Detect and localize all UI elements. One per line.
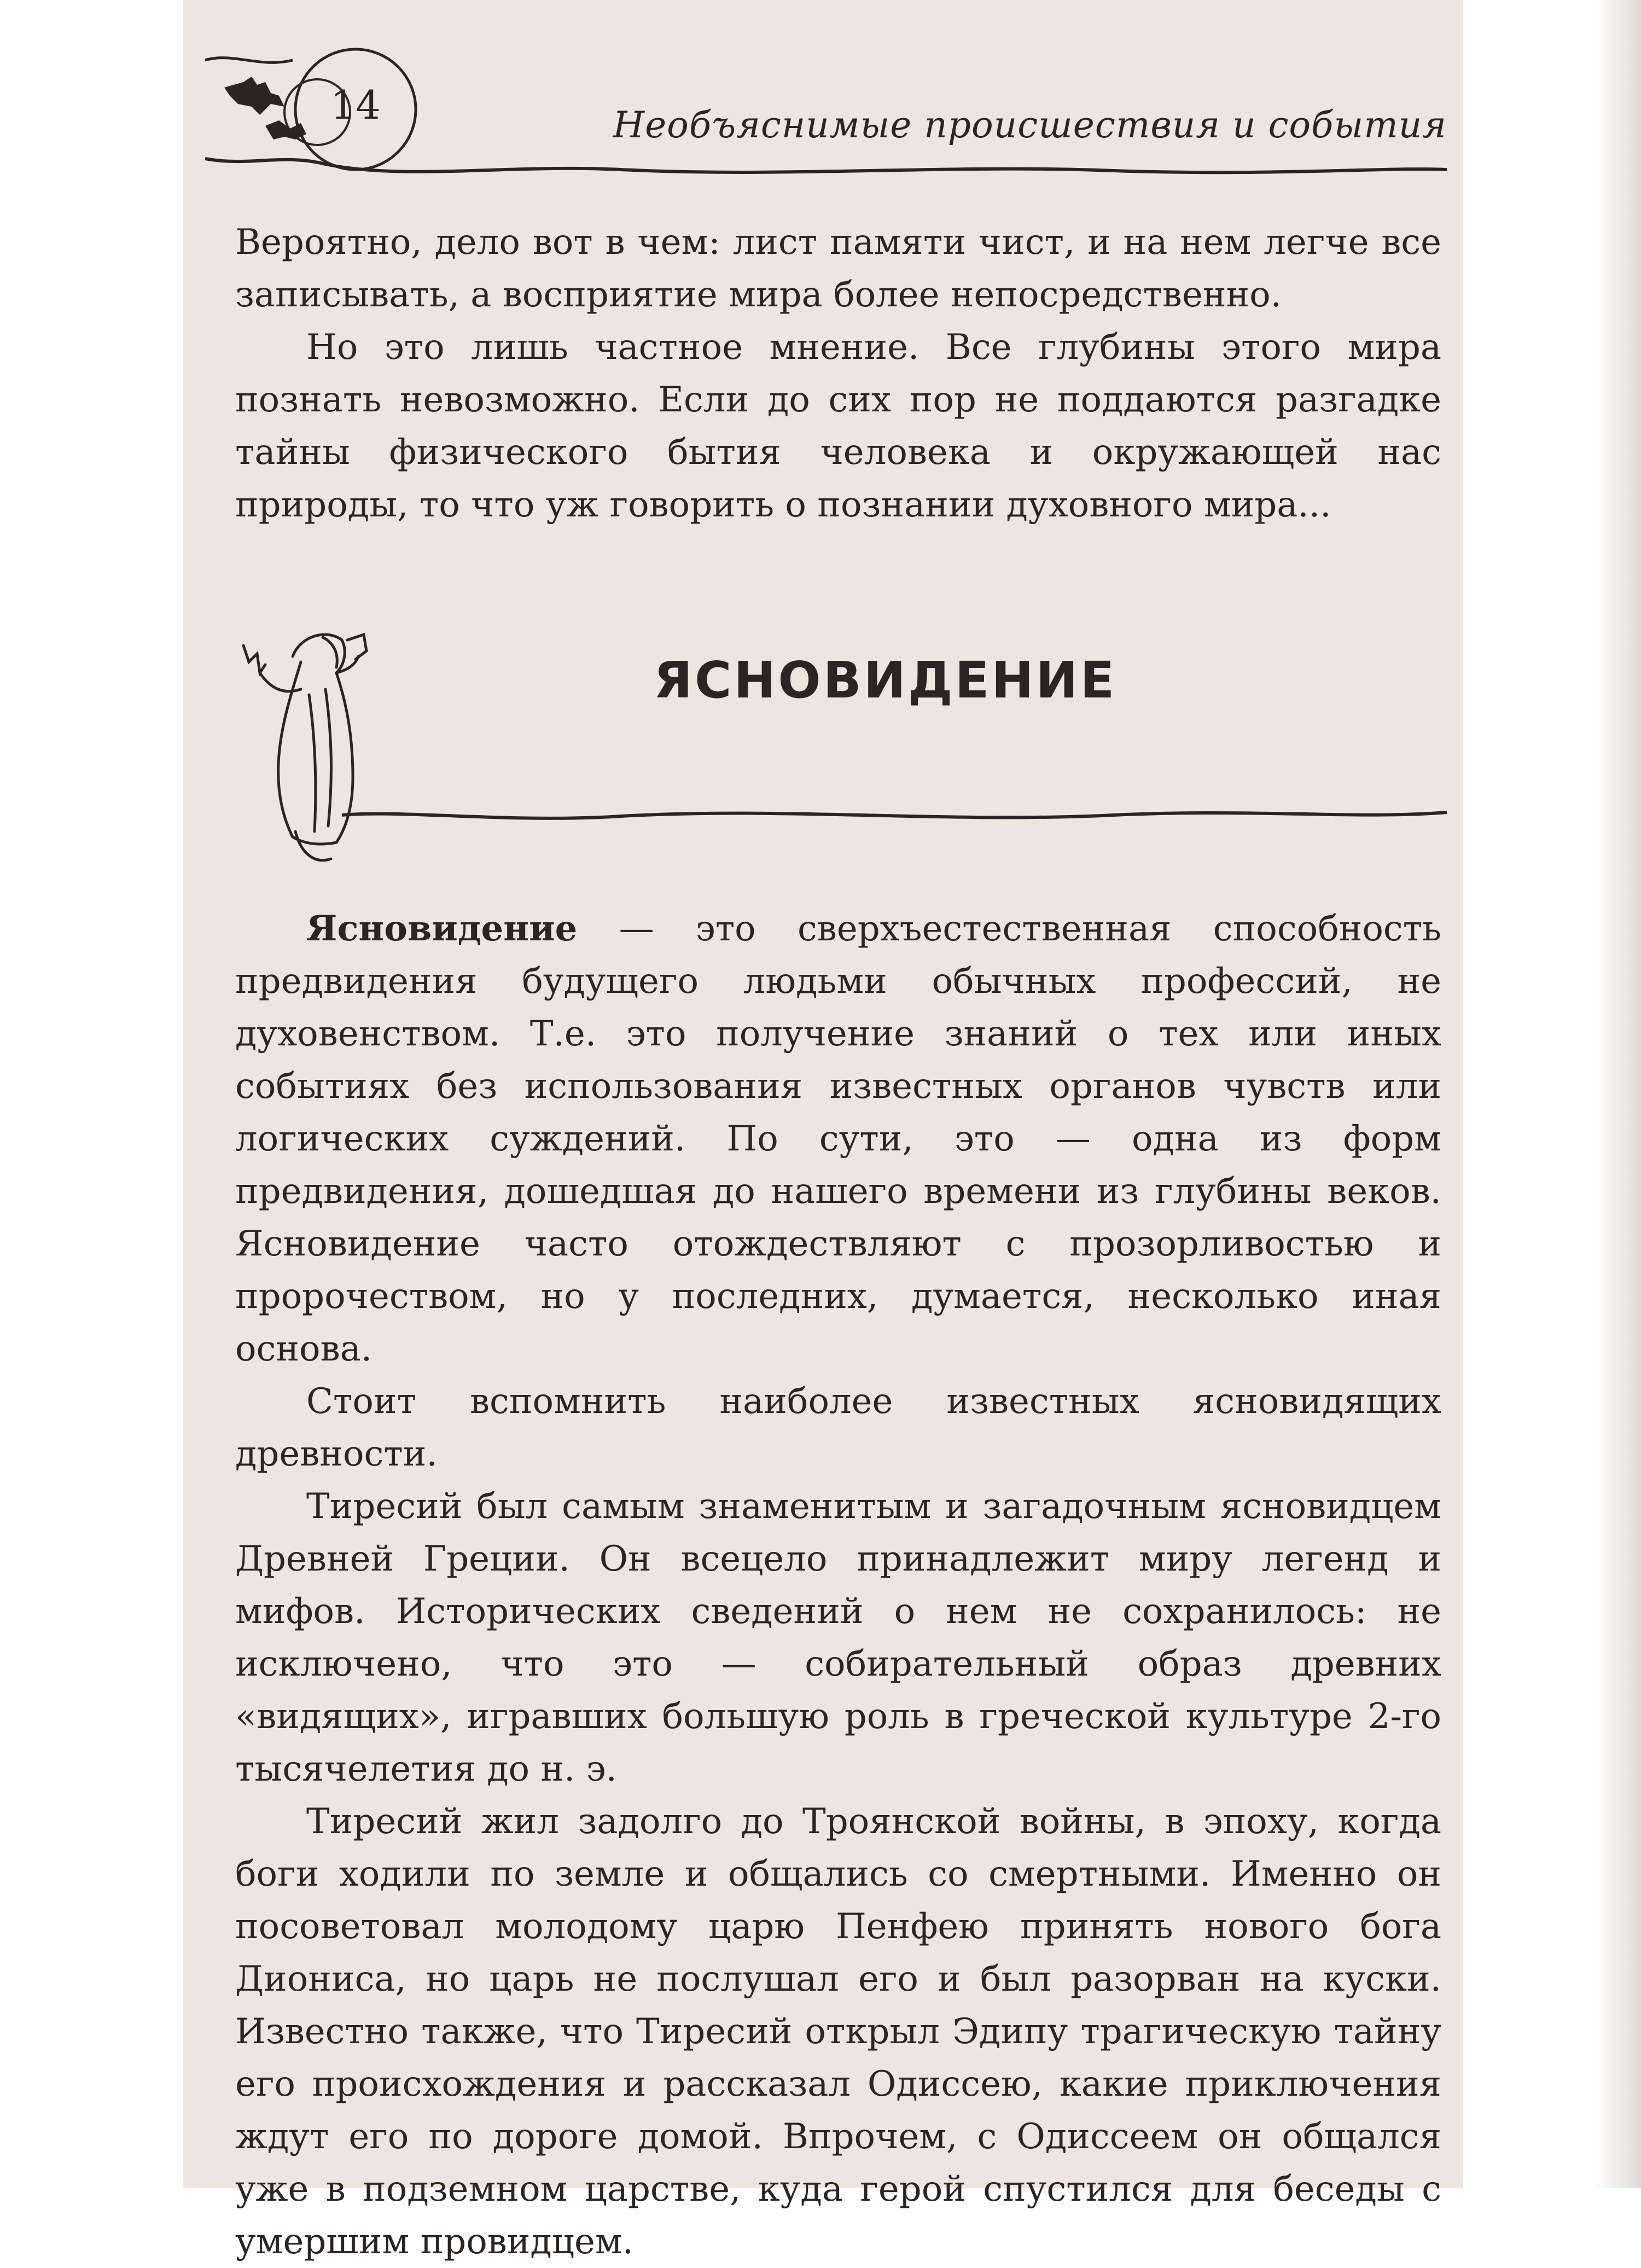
paragraph: Тиресий жил задолго до Троянской войны, в эпоху, когда боги ходили по земле и общались со смертными. Именно он посоветовал молодому царю Пенфею принять нового бога Диониса, но царь не послушал его и был разорван на куски. Известно также, что Тиресий открыл Эдипу трагическую тайну его происхождения и рассказал Одиссею, какие приключения ждут его по дороге домой. Впрочем, с Одиссеем он общался уже в подземном царстве, куда герой спустился для беседы с умершим провидцем. xyxy=(235,1801,1441,2262)
robed-figure-icon xyxy=(243,635,366,860)
wave-line-top xyxy=(205,58,293,63)
paragraph: Вероятно, дело вот в чем: лист памяти чист, и на нем легче все записывать, а восприятие мира более непосредственно. xyxy=(235,222,1441,315)
book-page xyxy=(183,0,1463,2262)
section-wave-line xyxy=(342,812,1447,818)
paragraph-text: — это сверхъестественная способность предвидения будущего людьми обычных профессий, не духовенством. Т.е. это получение знаний о тех или иных событиях без использования известных органов чувств или логических суждений. По сути, это — одна из форм предвидения, дошедшая до нашего времени из глубины веков. Ясновидение часто отождествляют с прозорливостью и пророчеством, но у последних, думается, несколько иная основа. xyxy=(235,909,1441,1369)
running-head xyxy=(183,0,1463,197)
paragraph xyxy=(235,903,1441,1375)
page-number: 14 xyxy=(330,82,381,128)
paragraph: Тиресий был самым знаменитым и загадочным ясновидцем Древней Греции. Он всецело принадлежит миру легенд и мифов. Исторических сведений о нем не сохранилось: не исключено, что это — собирательный образ древних «видящих», игравших большую роль в греческой культуре 2-го тысячелетия до н. э. xyxy=(235,1486,1441,1789)
body-text xyxy=(235,903,1441,2268)
section-title: ЯСНОВИДЕНИЕ xyxy=(654,651,1117,710)
running-title: Необъяснимые происшествия и события xyxy=(613,104,1447,146)
paragraph: Но это лишь частное мнение. Все глубины этого мира познать невозможно. Если до сих пор не поддаются разгадке тайны физического бытия человека и окружающей нас природы, то что уж говорить о познании духовного мира... xyxy=(235,327,1441,525)
defined-term: Ясновидение xyxy=(306,908,578,949)
paragraph: Стоит вспомнить наиболее известных ясновидящих древности. xyxy=(235,1381,1441,1474)
intro-text xyxy=(235,216,1441,531)
page-edge-shadow xyxy=(1595,0,1641,2188)
bat-icon xyxy=(224,77,306,139)
wave-line-bottom xyxy=(205,159,1447,172)
